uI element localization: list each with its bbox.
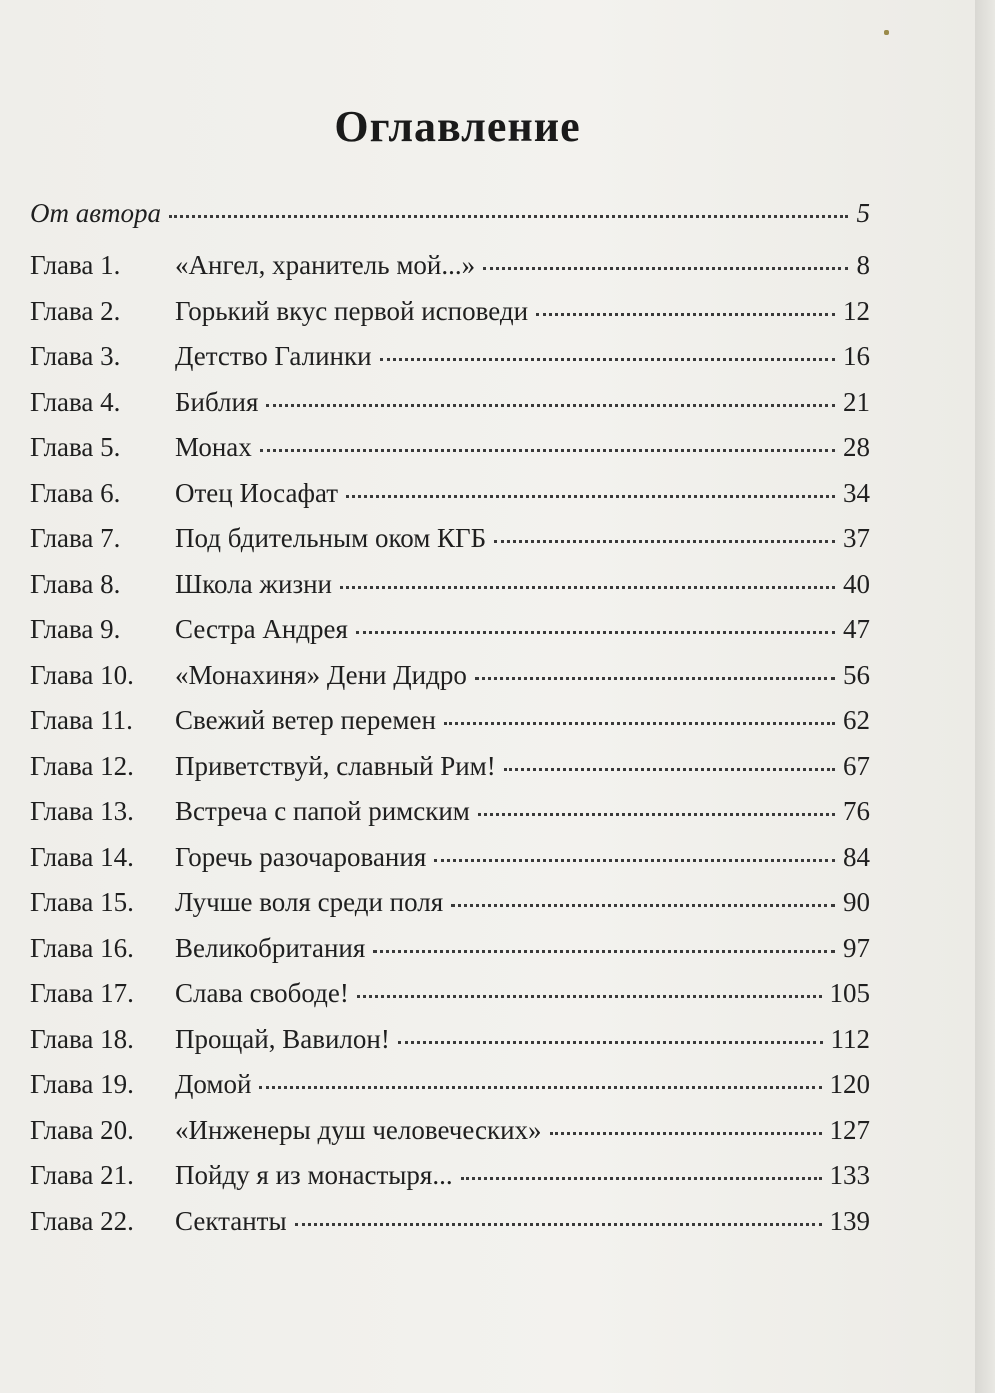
chapter-number: Глава 22. <box>30 1205 134 1236</box>
chapter-number: Глава 8. <box>30 568 121 599</box>
chapter-title: «Инженеры душ человеческих» <box>175 1114 542 1145</box>
chapter-page-number: 97 <box>843 932 870 963</box>
dot-leader <box>169 207 848 218</box>
toc-row <box>30 569 870 615</box>
dot-leader <box>266 396 835 407</box>
dot-leader <box>550 1124 822 1135</box>
chapter-page-number: 34 <box>843 477 870 508</box>
dot-leader <box>259 1078 821 1089</box>
chapter-title: Сестра Андрея <box>175 614 348 644</box>
toc-row <box>30 1206 870 1252</box>
chapter-title: «Монахиня» Дени Дидро <box>175 659 467 690</box>
chapter-number: Глава 6. <box>30 477 121 508</box>
chapter-number: Глава 18. <box>30 1023 134 1054</box>
preface-page-number: 5 <box>856 198 870 228</box>
dot-leader <box>260 441 835 452</box>
page-edge <box>975 0 995 1393</box>
chapter-title: Свежий ветер перемен <box>175 705 436 735</box>
chapter-title: «Ангел, хранитель мой...» <box>175 250 476 280</box>
chapter-number: Глава 20. <box>30 1114 134 1145</box>
chapter-title: Домой <box>175 1069 252 1099</box>
chapter-title: Горечь разочарования <box>175 841 427 872</box>
toc-row <box>30 751 870 797</box>
chapter-number: Глава 19. <box>30 1069 134 1099</box>
dot-leader <box>461 1169 822 1180</box>
page-title: Оглавление <box>334 102 581 152</box>
toc-row <box>30 887 870 933</box>
chapter-page-number: 139 <box>829 1205 870 1236</box>
toc-row <box>30 478 870 524</box>
chapter-title: Библия <box>175 386 259 417</box>
dot-leader <box>340 578 835 589</box>
toc-row <box>30 1069 870 1115</box>
dot-leader <box>434 851 835 862</box>
toc-row <box>30 341 870 387</box>
toc-row <box>30 250 870 296</box>
chapter-number: Глава 11. <box>30 705 133 735</box>
chapter-title: Сектанты <box>175 1205 287 1236</box>
chapter-number: Глава 12. <box>30 750 134 781</box>
chapter-number: Глава 13. <box>30 796 134 826</box>
chapter-page-number: 112 <box>830 1023 870 1054</box>
chapter-page-number: 67 <box>843 750 870 781</box>
chapter-number: Глава 14. <box>30 841 134 872</box>
dot-leader <box>504 760 835 771</box>
chapter-page-number: 84 <box>843 841 870 872</box>
toc-row <box>30 978 870 1024</box>
chapter-page-number: 90 <box>843 887 870 917</box>
table-of-contents <box>30 198 870 1251</box>
dot-leader <box>494 532 835 543</box>
chapter-number: Глава 2. <box>30 295 121 326</box>
toc-row <box>30 1160 870 1206</box>
toc-row <box>30 523 870 569</box>
toc-row <box>30 933 870 979</box>
chapter-title: Отец Иосафат <box>175 477 339 508</box>
dot-leader <box>373 942 835 953</box>
chapter-page-number: 12 <box>843 295 870 326</box>
chapter-page-number: 120 <box>829 1069 870 1099</box>
dot-leader <box>356 623 835 634</box>
chapter-page-number: 133 <box>829 1160 870 1190</box>
dot-leader <box>398 1033 823 1044</box>
chapter-page-number: 37 <box>843 523 870 553</box>
preface-label: От автора <box>30 198 161 228</box>
toc-row <box>30 842 870 888</box>
chapter-number: Глава 9. <box>30 614 121 644</box>
chapter-number: Глава 7. <box>30 523 121 553</box>
chapter-page-number: 16 <box>843 341 870 371</box>
chapter-title: Приветствуй, славный Рим! <box>175 750 496 781</box>
toc-row <box>30 1115 870 1161</box>
chapter-title: Прощай, Вавилон! <box>175 1023 390 1054</box>
chapter-page-number: 40 <box>843 568 870 599</box>
dot-leader <box>357 987 822 998</box>
chapter-title: Школа жизни <box>175 568 333 599</box>
chapter-title: Под бдительным оком КГБ <box>175 523 487 553</box>
chapter-title: Лучше воля среди поля <box>175 887 444 917</box>
chapter-title: Монах <box>175 432 252 462</box>
ink-speck <box>884 30 889 35</box>
chapter-title: Встреча с папой римским <box>175 796 470 826</box>
chapter-number: Глава 17. <box>30 978 134 1008</box>
chapter-page-number: 76 <box>843 796 870 826</box>
toc-row <box>30 660 870 706</box>
chapter-page-number: 127 <box>829 1114 870 1145</box>
chapter-title: Великобритания <box>175 932 366 963</box>
dot-leader <box>444 714 835 725</box>
dot-leader <box>451 896 835 907</box>
chapter-number: Глава 5. <box>30 432 121 462</box>
chapter-title: Слава свободе! <box>175 978 349 1008</box>
toc-row <box>30 705 870 751</box>
toc-row <box>30 432 870 478</box>
chapter-number: Глава 15. <box>30 887 134 917</box>
chapter-page-number: 28 <box>843 432 870 462</box>
dot-leader <box>346 487 835 498</box>
chapter-title: Пойду я из монастыря... <box>175 1160 453 1190</box>
chapter-number: Глава 16. <box>30 932 134 963</box>
dot-leader <box>478 805 835 816</box>
chapter-number: Глава 21. <box>30 1160 134 1190</box>
chapter-page-number: 105 <box>829 978 870 1008</box>
chapter-page-number: 8 <box>856 250 870 280</box>
chapter-number: Глава 10. <box>30 659 134 690</box>
chapter-number: Глава 3. <box>30 341 121 371</box>
dot-leader <box>536 305 835 316</box>
chapter-title: Детство Галинки <box>175 341 372 371</box>
chapter-page-number: 21 <box>843 386 870 417</box>
dot-leader <box>483 259 848 270</box>
chapter-number: Глава 1. <box>30 250 121 280</box>
toc-row <box>30 296 870 342</box>
chapter-page-number: 62 <box>843 705 870 735</box>
dot-leader <box>295 1215 822 1226</box>
chapter-page-number: 56 <box>843 659 870 690</box>
dot-leader <box>475 669 835 680</box>
toc-row <box>30 387 870 433</box>
chapter-number: Глава 4. <box>30 386 121 417</box>
toc-row <box>30 796 870 842</box>
toc-row <box>30 614 870 660</box>
chapter-page-number: 47 <box>843 614 870 644</box>
dot-leader <box>380 350 835 361</box>
toc-row-preface <box>30 198 870 250</box>
chapter-title: Горький вкус первой исповеди <box>175 295 529 326</box>
toc-row <box>30 1024 870 1070</box>
